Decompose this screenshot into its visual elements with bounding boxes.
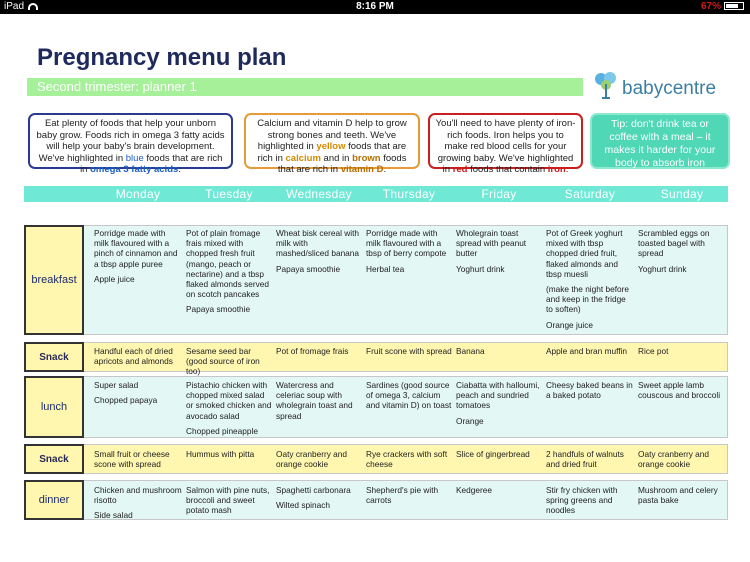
dinner-cell-tuesday: Salmon with pine nuts, broccoli and sweet potato mash xyxy=(186,485,270,516)
meal-label-snack-2: Snack xyxy=(24,444,84,474)
device-label: iPad xyxy=(4,1,25,12)
day-wednesday: Wednesday xyxy=(286,187,352,201)
day-monday: Monday xyxy=(115,187,161,201)
subtitle-bar: Second trimester: planner 1 xyxy=(27,78,583,96)
snack1-cell-wednesday: Pot of fromage frais xyxy=(276,346,349,356)
day-thursday: Thursday xyxy=(382,187,436,201)
lunch-cell-thursday: Sardines (good source of omega 3, calcium and vitamin D) on toast xyxy=(366,380,452,411)
meal-label-breakfast: breakfast xyxy=(24,225,84,335)
info-box-iron: You'll need to have plenty of iron-rich foods. Iron helps you to make red blood cells for your growing baby. We've highlighted in red foods that contain iron. xyxy=(428,113,583,169)
day-saturday: Saturday xyxy=(564,187,616,201)
day-friday: Friday xyxy=(481,187,517,201)
meal-label-dinner: dinner xyxy=(24,480,84,520)
page-title: Pregnancy menu plan xyxy=(37,44,287,71)
tree-icon xyxy=(592,70,620,100)
dinner-cell-saturday: Stir fry chicken with spring greens and noodles xyxy=(546,485,618,516)
lunch-cell-friday: Ciabatta with halloumi, peach and sundried tomatoes Orange xyxy=(456,380,540,426)
battery-icon xyxy=(724,2,744,10)
meal-label-lunch: lunch xyxy=(24,376,84,438)
info-box-calcium: Calcium and vitamin D help to grow strong bones and teeth. We've highlighted in yellow foods that are rich in calcium and in brown foods that are rich in vitamin D. xyxy=(244,113,420,169)
snack1-cell-saturday: Apple and bran muffin xyxy=(546,346,628,356)
battery-percent: 67% xyxy=(700,1,721,12)
breakfast-cell-saturday: Pot of Greek yoghurt mixed with tbsp chopped dried fruit, flaked almonds and tbsp muesli (make the night before and keep in the fridge to soften) Orange juice xyxy=(546,228,630,330)
snack1-cell-monday: Handful each of dried apricots and almonds xyxy=(94,346,173,367)
snack2-cell-sunday: Oaty cranberry and orange cookie xyxy=(638,449,710,470)
snack1-cell-thursday: Fruit scone with spread xyxy=(366,346,452,356)
lunch-cell-sunday: Sweet apple lamb couscous and broccoli xyxy=(638,380,721,401)
lunch-cell-saturday: Cheesy baked beans in a baked potato xyxy=(546,380,633,401)
babycentre-logo: babycentre xyxy=(592,70,620,100)
dinner-cell-thursday: Shepherd's pie with carrots xyxy=(366,485,439,506)
dinner-cell-monday: Chicken and mushroom risotto Side salad xyxy=(94,485,182,521)
day-sunday: Sunday xyxy=(660,187,704,201)
status-bar xyxy=(0,0,750,14)
snack2-cell-thursday: Rye crackers with soft cheese xyxy=(366,449,448,470)
dinner-cell-sunday: Mushroom and celery pasta bake xyxy=(638,485,718,506)
snack2-cell-monday: Small fruit or cheese scone with spread xyxy=(94,449,170,470)
snack1-cell-sunday: Rice pot xyxy=(638,346,669,356)
lunch-cell-monday: Super salad Chopped papaya xyxy=(94,380,158,406)
lunch-cell-wednesday: Watercress and celeriac soup with wholegrain toast and spread xyxy=(276,380,353,421)
info-box-omega3: Eat plenty of foods that help your unborn baby grow. Foods rich in omega 3 fatty acids will help your baby's brain development. We've highlighted in blue foods that are rich in omega 3 fatty acids. xyxy=(28,113,233,169)
lunch-cell-tuesday: Pistachio chicken with chopped mixed salad or smoked chicken and avocado salad Chopped pineapple xyxy=(186,380,272,436)
dinner-cell-friday: Kedgeree xyxy=(456,485,492,495)
meal-label-snack-1: Snack xyxy=(24,342,84,372)
breakfast-cell-tuesday: Pot of plain fromage frais mixed with chopped fresh fruit (mango, peach or nectarine) and a tbsp flaked almonds served on scotch pancakes Papaya smoothie xyxy=(186,228,270,315)
breakfast-cell-wednesday: Wheat bisk cereal with milk with mashed/sliced banana Papaya smoothie xyxy=(276,228,360,274)
breakfast-cell-monday: Porridge made with milk flavoured with a pinch of cinnamon and a tbsp apple puree Apple juice xyxy=(94,228,178,284)
snack2-cell-friday: Slice of gingerbread xyxy=(456,449,530,459)
dinner-cell-wednesday: Spaghetti carbonara Wilted spinach xyxy=(276,485,351,511)
breakfast-cell-friday: Wholegrain toast spread with peanut butter Yoghurt drink xyxy=(456,228,527,274)
tip-box: Tip: don't drink tea or coffee with a meal – it makes it harder for your body to absorb iron xyxy=(590,113,730,169)
snack1-cell-tuesday: Sesame seed bar (good source of iron too) xyxy=(186,346,260,377)
breakfast-cell-sunday: Scrambled eggs on toasted bagel with spread Yoghurt drink xyxy=(638,228,710,274)
snack1-cell-friday: Banana xyxy=(456,346,485,356)
status-time: 8:16 PM xyxy=(356,1,394,12)
snack2-cell-tuesday: Hummus with pitta xyxy=(186,449,255,459)
day-tuesday: Tuesday xyxy=(205,187,253,201)
snack2-cell-wednesday: Oaty cranberry and orange cookie xyxy=(276,449,348,470)
breakfast-cell-thursday: Porridge made with milk flavoured with a tbsp of berry compote Herbal tea xyxy=(366,228,447,274)
snack2-cell-saturday: 2 handfuls of walnuts and dried fruit xyxy=(546,449,624,470)
